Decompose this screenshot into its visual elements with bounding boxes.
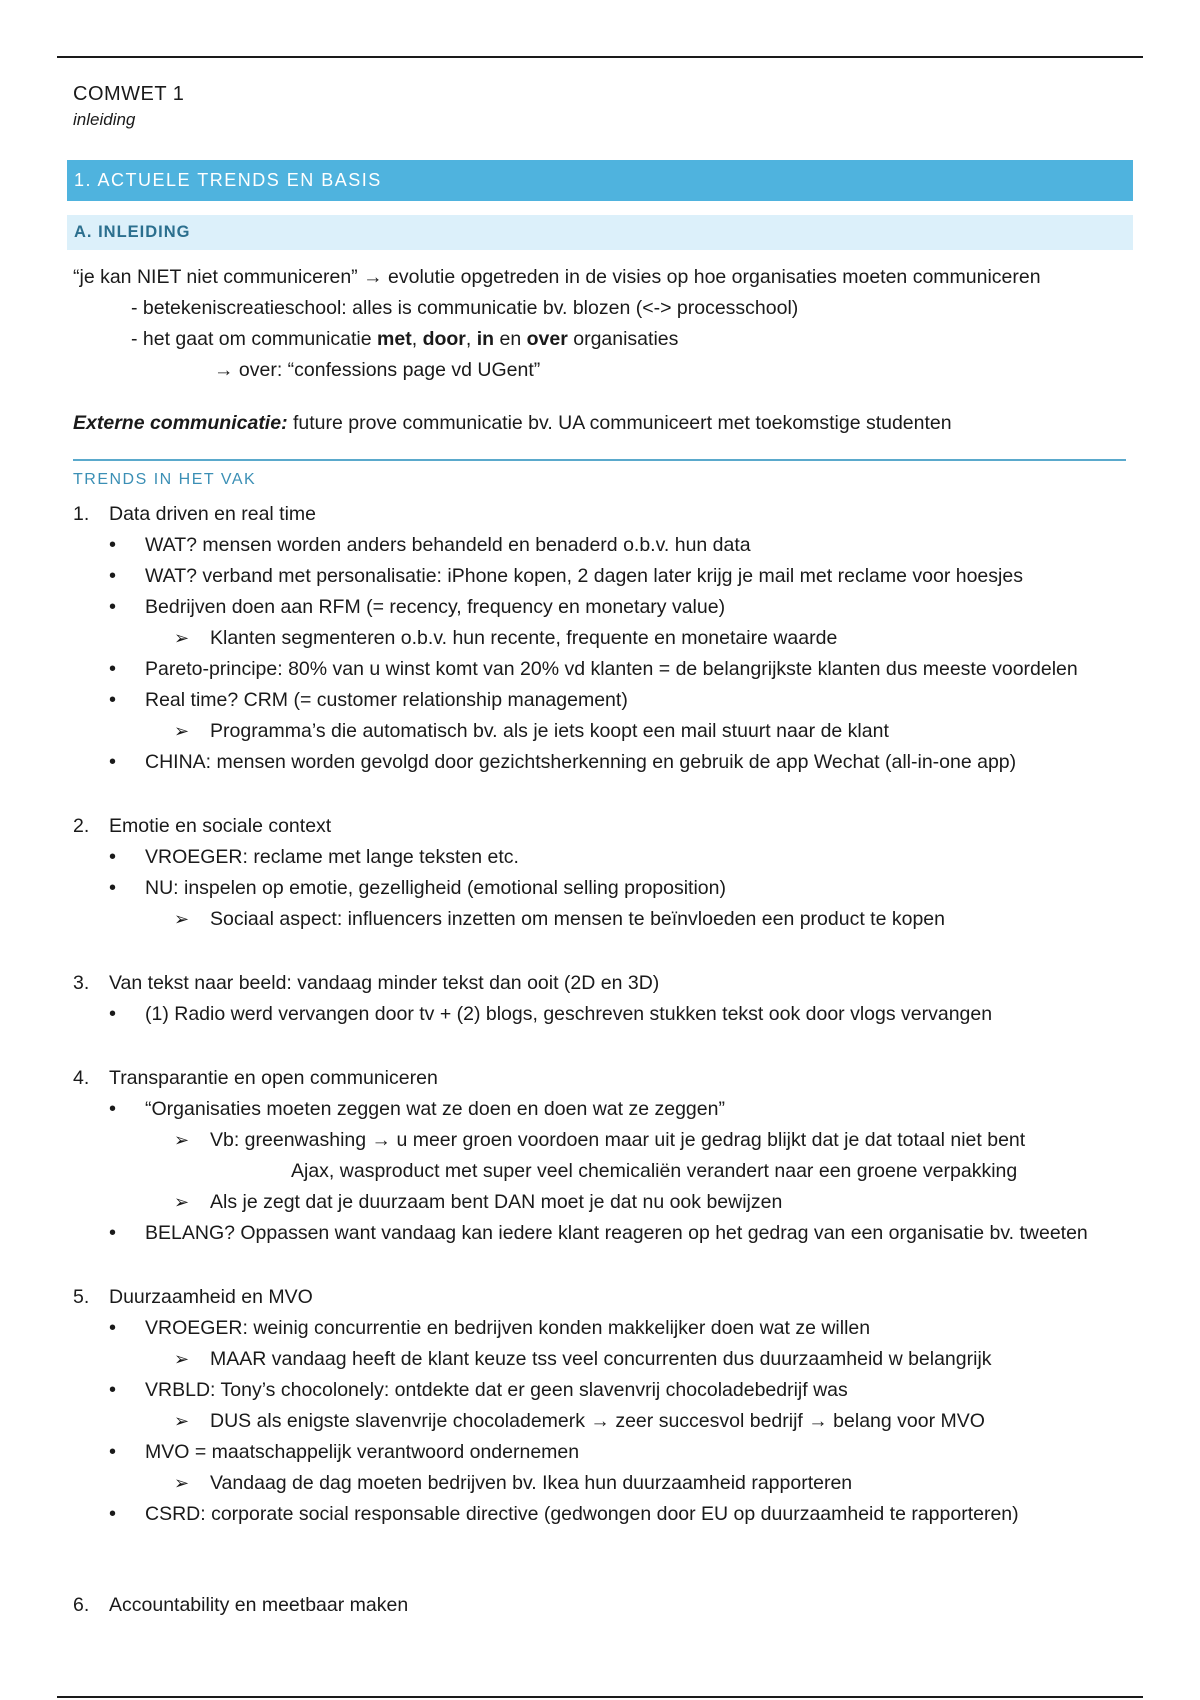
intro-rest: evolutie opgetreden in de visies op hoe organisaties moeten communiceren (382, 266, 1041, 288)
dash2-in: in (476, 328, 495, 350)
arrowhead-bullet-icon: ➢ (174, 1349, 190, 1369)
dash2-mid: en (494, 328, 527, 350)
trend-5 (73, 1282, 1133, 1313)
list-item (73, 654, 1133, 685)
document-subtitle: inleiding (73, 110, 136, 129)
arrow-line (73, 355, 1133, 386)
trends-heading: TRENDS IN HET VAK (73, 459, 1126, 493)
externe-text: future prove communicatie bv. UA communiceert met toekomstige studenten (287, 412, 952, 434)
bottom-rule (57, 1696, 1143, 1698)
bullet-icon: • (109, 1503, 117, 1525)
trend-title: Data driven en real time (109, 503, 317, 525)
bullet-icon: • (109, 846, 117, 868)
bullet-icon: • (109, 1003, 117, 1025)
bullet-icon: • (109, 534, 117, 556)
trend-4 (73, 1063, 1133, 1094)
bullet-icon: • (109, 751, 117, 773)
arrowhead-bullet-icon: ➢ (174, 1473, 190, 1493)
sub-list-item-text: Als je zegt dat je duurzaam bent DAN moet je dat nu ook bewijzen (210, 1191, 783, 1213)
arrow-icon: → (371, 1129, 392, 1151)
sub-list-item (73, 904, 1133, 935)
bullet-icon: • (109, 689, 117, 711)
list-item (73, 999, 1133, 1030)
document-body (73, 80, 1133, 1621)
arrowhead-bullet-icon: ➢ (174, 1192, 190, 1212)
trend-number: 1. (73, 503, 90, 525)
arrowhead-bullet-icon: ➢ (174, 628, 190, 648)
sub-list-item (73, 623, 1133, 654)
arrow-icon: → (363, 266, 383, 288)
sub-list-item (73, 1187, 1133, 1218)
bullet-icon: • (109, 658, 117, 680)
dash-item-2 (73, 324, 1133, 355)
sub-list-item (73, 1344, 1133, 1375)
list-item-text: MVO = maatschappelijk verantwoord ondernemen (145, 1441, 580, 1463)
intro-line (73, 262, 1133, 293)
list-item-text: NU: inspelen op emotie, gezelligheid (emotional selling proposition) (145, 877, 726, 899)
list-item (73, 592, 1133, 623)
externe-communicatie (73, 408, 1133, 439)
list-item-text: CHINA: mensen worden gevolgd door gezichtsherkenning en gebruik de app Wechat (all-in-one app) (145, 751, 1017, 773)
sub-list-item-text: Programma’s die automatisch bv. als je iets koopt een mail stuurt naar de klant (210, 720, 889, 742)
list-item-text: WAT? mensen worden anders behandeld en benaderd o.b.v. hun data (145, 534, 751, 556)
arrowhead-bullet-icon: ➢ (174, 909, 190, 929)
trend-number: 6. (73, 1594, 90, 1616)
arrowhead-bullet-icon: ➢ (174, 1130, 190, 1150)
list-item (73, 873, 1133, 904)
square-bullet-icon (255, 1156, 291, 1187)
list-item (73, 1313, 1133, 1344)
dash2-sep1: , (411, 328, 423, 350)
sub-list-item (73, 1125, 1133, 1156)
list-item (73, 1375, 1133, 1406)
list-item (73, 842, 1133, 873)
list-item (73, 1094, 1133, 1125)
bullet-icon: • (109, 1379, 117, 1401)
section-heading-1: 1. ACTUELE TRENDS EN BASIS (67, 160, 1133, 201)
list-item-text: Bedrijven doen aan RFM (= recency, frequency en monetary value) (145, 596, 726, 618)
list-item-text: Pareto-principe: 80% van u winst komt van 20% vd klanten = de belangrijkste klanten dus meeste voordelen (145, 658, 1078, 680)
sub-list-item (73, 716, 1133, 747)
list-item (73, 1218, 1133, 1249)
list-item-text: Real time? CRM (= customer relationship management) (145, 689, 628, 711)
arrow-icon: → (590, 1410, 610, 1432)
trend-number: 5. (73, 1286, 90, 1308)
bullet-icon: • (109, 877, 117, 899)
trend-number: 3. (73, 972, 90, 994)
bullet-icon: • (109, 1317, 117, 1339)
greenwashing-post: u meer groen voordoen maar uit je gedrag blijkt dat je dat totaal niet bent (391, 1129, 1026, 1151)
dash2-post: organisaties (567, 328, 679, 350)
bullet-icon: • (109, 1441, 117, 1463)
arrowhead-bullet-icon: ➢ (174, 721, 190, 741)
document-title: COMWET 1 (73, 83, 185, 105)
list-item-text: VROEGER: weinig concurrentie en bedrijven konden makkelijker doen wat ze willen (145, 1317, 871, 1339)
list-item (73, 747, 1133, 778)
sub-list-item (73, 1406, 1133, 1437)
sub-list-item-text: MAAR vandaag heeft de klant keuze tss veel concurrenten dus duurzaamheid w belangrijk (210, 1348, 992, 1370)
trend-title: Duurzaamheid en MVO (109, 1286, 313, 1308)
top-rule (57, 56, 1143, 58)
dash2-door: door (422, 328, 466, 350)
list-item (73, 1499, 1133, 1530)
bullet-icon: • (109, 1222, 117, 1244)
list-item (73, 561, 1133, 592)
trend-6 (73, 1590, 1133, 1621)
list-item (73, 530, 1133, 561)
list-item-text: VROEGER: reclame met lange teksten etc. (145, 846, 519, 868)
arrow-line-text: over: “confessions page vd UGent” (233, 359, 541, 381)
externe-label: Externe communicatie: (73, 412, 288, 434)
dash2-sep2: , (465, 328, 477, 350)
trend-number: 2. (73, 815, 90, 837)
dash2-met: met (377, 328, 412, 350)
arrowhead-bullet-icon: ➢ (174, 1411, 190, 1431)
list-item-text: “Organisaties moeten zeggen wat ze doen en doen wat ze zeggen” (145, 1098, 725, 1120)
greenwashing-pre: Vb: greenwashing (210, 1129, 372, 1151)
sub-list-item-text: Vandaag de dag moeten bedrijven bv. Ikea hun duurzaamheid rapporteren (210, 1472, 853, 1494)
dash2-over: over (526, 328, 568, 350)
dash-item-1: - betekeniscreatieschool: alles is communicatie bv. blozen (<-> processchool) (131, 297, 799, 319)
bullet-icon: • (109, 565, 117, 587)
subsection-heading-a: A. INLEIDING (67, 215, 1133, 250)
arrow-icon: → (808, 1410, 828, 1432)
list-item-text: CSRD: corporate social responsable directive (gedwongen door EU op duurzaamheid te rapporteren) (145, 1503, 1019, 1525)
trend-title: Transparantie en open communiceren (109, 1067, 438, 1089)
trend-1 (73, 499, 1133, 530)
list-item-text: VRBLD: Tony’s chocolonely: ontdekte dat er geen slavenvrij chocoladebedrijf was (145, 1379, 848, 1401)
sub-list-item-text (210, 1125, 1025, 1156)
sub-list-item-text (210, 1406, 985, 1437)
sub-list-item-text: Klanten segmenteren o.b.v. hun recente, frequente en monetaire waarde (210, 627, 838, 649)
tony-post: belang voor MVO (827, 1410, 985, 1432)
sub-list-item (73, 1468, 1133, 1499)
trend-title: Accountability en meetbaar maken (109, 1594, 409, 1616)
tony-mid: zeer succesvol bedrijf (609, 1410, 809, 1432)
list-item-text: (1) Radio werd vervangen door tv + (2) blogs, geschreven stukken tekst ook door vlogs vervangen (145, 1003, 993, 1025)
bullet-icon: • (109, 1098, 117, 1120)
sub-sub-list-item (73, 1156, 1133, 1187)
sub-list-item-text: Sociaal aspect: influencers inzetten om mensen te beïnvloeden een product te kopen (210, 908, 945, 930)
trend-3 (73, 968, 1133, 999)
trend-title: Van tekst naar beeld: vandaag minder tekst dan ooit (2D en 3D) (109, 972, 660, 994)
arrow-icon: → (214, 359, 234, 381)
list-item (73, 1437, 1133, 1468)
bullet-icon: • (109, 596, 117, 618)
tony-pre: DUS als enigste slavenvrije chocolademerk (210, 1410, 591, 1432)
list-item-text: BELANG? Oppassen want vandaag kan iedere klant reageren op het gedrag van een organisatie bv. tweeten (145, 1222, 1088, 1244)
intro-quote: “je kan NIET niet communiceren” (73, 266, 358, 288)
sub-sub-list-item-text: Ajax, wasproduct met super veel chemicaliën verandert naar een groene verpakking (291, 1160, 1018, 1182)
dash2-pre: - het gaat om communicatie (131, 328, 378, 350)
list-item-text: WAT? verband met personalisatie: iPhone kopen, 2 dagen later krijg je mail met reclame voor hoesjes (145, 565, 1023, 587)
trend-title: Emotie en sociale context (109, 815, 332, 837)
list-item (73, 685, 1133, 716)
trend-2 (73, 811, 1133, 842)
trend-number: 4. (73, 1067, 90, 1089)
